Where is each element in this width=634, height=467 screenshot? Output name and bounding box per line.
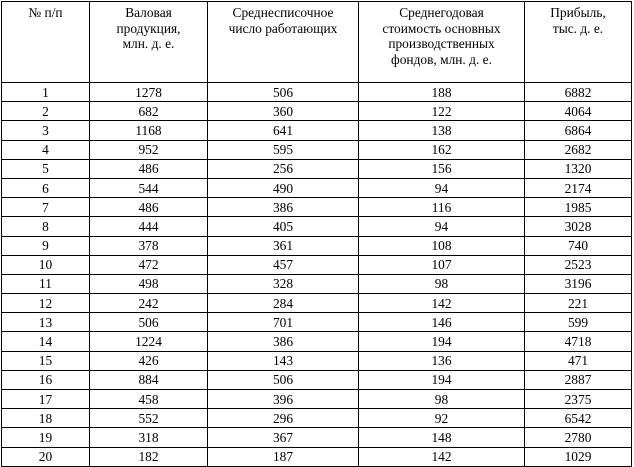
table-cell: 122 xyxy=(359,102,525,121)
table-cell: 98 xyxy=(359,390,525,409)
column-header-line: тыс. д. е. xyxy=(552,20,604,36)
table-cell: 405 xyxy=(208,217,359,236)
table-row xyxy=(2,178,632,197)
table-cell: 1 xyxy=(2,83,90,102)
table-cell: 486 xyxy=(90,159,208,178)
table-cell: 1985 xyxy=(525,198,632,217)
table-cell: 426 xyxy=(90,351,208,370)
column-header-line: № п/п xyxy=(28,5,63,20)
table-cell: 136 xyxy=(359,351,525,370)
table-cell: 108 xyxy=(359,236,525,255)
table-row xyxy=(2,140,632,159)
table-cell: 146 xyxy=(359,313,525,332)
column-header-line: фондов, млн. д. е. xyxy=(391,51,492,67)
table-cell: 3028 xyxy=(525,217,632,236)
table-cell: 182 xyxy=(90,447,208,466)
table-cell: 138 xyxy=(359,121,525,140)
table-cell: 396 xyxy=(208,390,359,409)
table-cell: 94 xyxy=(359,178,525,197)
table-row xyxy=(2,83,632,102)
table-cell: 458 xyxy=(90,390,208,409)
table-cell: 1320 xyxy=(525,159,632,178)
table-cell: 457 xyxy=(208,255,359,274)
table-cell: 15 xyxy=(2,351,90,370)
table-cell: 1029 xyxy=(525,447,632,466)
table-cell: 6882 xyxy=(525,83,632,102)
table-cell: 506 xyxy=(208,370,359,389)
table-cell: 318 xyxy=(90,428,208,447)
table-cell: 552 xyxy=(90,409,208,428)
table-cell: 194 xyxy=(359,370,525,389)
table-cell: 194 xyxy=(359,332,525,351)
table-row xyxy=(2,236,632,255)
table-cell: 4 xyxy=(2,140,90,159)
table-cell: 506 xyxy=(90,313,208,332)
column-header-line: млн. д. е. xyxy=(122,36,175,51)
table-cell: 9 xyxy=(2,236,90,255)
table-cell: 595 xyxy=(208,140,359,159)
table-cell: 2 xyxy=(2,102,90,121)
table-cell: 361 xyxy=(208,236,359,255)
table-row xyxy=(2,428,632,447)
table-row xyxy=(2,274,632,293)
table-cell: 8 xyxy=(2,217,90,236)
table-cell: 7 xyxy=(2,198,90,217)
table-cell: 498 xyxy=(90,274,208,293)
table-cell: 296 xyxy=(208,409,359,428)
table-row xyxy=(2,159,632,178)
table-cell: 2887 xyxy=(525,370,632,389)
table-cell: 3196 xyxy=(525,274,632,293)
table-cell: 6864 xyxy=(525,121,632,140)
table-cell: 98 xyxy=(359,274,525,293)
table-cell: 2375 xyxy=(525,390,632,409)
table-cell: 242 xyxy=(90,294,208,313)
table-cell: 4718 xyxy=(525,332,632,351)
table-row xyxy=(2,198,632,217)
table-row xyxy=(2,121,632,140)
table-row xyxy=(2,255,632,274)
table-cell: 328 xyxy=(208,274,359,293)
table-body xyxy=(2,83,632,467)
column-header-line: число работающих xyxy=(228,20,338,36)
table-cell: 5 xyxy=(2,159,90,178)
table-cell: 12 xyxy=(2,294,90,313)
table-cell: 221 xyxy=(525,294,632,313)
column-header-line: Среднесписочное xyxy=(232,5,334,20)
table-cell: 506 xyxy=(208,83,359,102)
header-row xyxy=(2,2,632,83)
column-header xyxy=(359,2,525,83)
table-cell: 107 xyxy=(359,255,525,274)
table-cell: 187 xyxy=(208,447,359,466)
column-header xyxy=(90,2,208,83)
column-header-line: продукция, xyxy=(116,20,181,36)
table-cell: 284 xyxy=(208,294,359,313)
table-row xyxy=(2,370,632,389)
column-header xyxy=(208,2,359,83)
table-row xyxy=(2,332,632,351)
table-cell: 14 xyxy=(2,332,90,351)
column-header xyxy=(2,2,90,83)
table-cell: 682 xyxy=(90,102,208,121)
table-row xyxy=(2,294,632,313)
table-row xyxy=(2,102,632,121)
table-cell: 486 xyxy=(90,198,208,217)
table-cell: 1278 xyxy=(90,83,208,102)
table-cell: 13 xyxy=(2,313,90,332)
table-cell: 4064 xyxy=(525,102,632,121)
table-cell: 143 xyxy=(208,351,359,370)
column-header-line: Прибыль, xyxy=(550,5,606,20)
table-cell: 2523 xyxy=(525,255,632,274)
table-cell: 148 xyxy=(359,428,525,447)
table-cell: 952 xyxy=(90,140,208,159)
table-cell: 20 xyxy=(2,447,90,466)
table-cell: 1224 xyxy=(90,332,208,351)
table-cell: 11 xyxy=(2,274,90,293)
table-cell: 6 xyxy=(2,178,90,197)
table-cell: 884 xyxy=(90,370,208,389)
table-row xyxy=(2,390,632,409)
table-cell: 10 xyxy=(2,255,90,274)
table-cell: 92 xyxy=(359,409,525,428)
table-cell: 471 xyxy=(525,351,632,370)
table-cell: 2682 xyxy=(525,140,632,159)
table-cell: 162 xyxy=(359,140,525,159)
table-cell: 188 xyxy=(359,83,525,102)
table-cell: 18 xyxy=(2,409,90,428)
table-row xyxy=(2,313,632,332)
table-cell: 2780 xyxy=(525,428,632,447)
table-cell: 367 xyxy=(208,428,359,447)
table-cell: 641 xyxy=(208,121,359,140)
table-cell: 544 xyxy=(90,178,208,197)
table-cell: 256 xyxy=(208,159,359,178)
table-cell: 599 xyxy=(525,313,632,332)
table-cell: 3 xyxy=(2,121,90,140)
table-cell: 472 xyxy=(90,255,208,274)
table-cell: 2174 xyxy=(525,178,632,197)
table-cell: 444 xyxy=(90,217,208,236)
table-cell: 142 xyxy=(359,294,525,313)
table-cell: 1168 xyxy=(90,121,208,140)
table-cell: 116 xyxy=(359,198,525,217)
table-cell: 386 xyxy=(208,332,359,351)
table-cell: 378 xyxy=(90,236,208,255)
table-cell: 156 xyxy=(359,159,525,178)
table-cell: 94 xyxy=(359,217,525,236)
table-cell: 386 xyxy=(208,198,359,217)
table-row xyxy=(2,447,632,466)
table-row xyxy=(2,217,632,236)
column-header-line: производственных xyxy=(388,36,495,51)
data-table xyxy=(1,1,632,467)
table-cell: 17 xyxy=(2,390,90,409)
table-cell: 6542 xyxy=(525,409,632,428)
column-header xyxy=(525,2,632,83)
table-cell: 490 xyxy=(208,178,359,197)
table-cell: 740 xyxy=(525,236,632,255)
column-header-line: стоимость основных xyxy=(382,20,501,36)
table-row xyxy=(2,409,632,428)
table-cell: 19 xyxy=(2,428,90,447)
table-cell: 360 xyxy=(208,102,359,121)
table-cell: 142 xyxy=(359,447,525,466)
table-row xyxy=(2,351,632,370)
column-header-line: Среднегодовая xyxy=(399,5,484,20)
table-header xyxy=(2,2,632,83)
column-header-line: Валовая xyxy=(125,5,172,20)
table-cell: 16 xyxy=(2,370,90,389)
table-cell: 701 xyxy=(208,313,359,332)
